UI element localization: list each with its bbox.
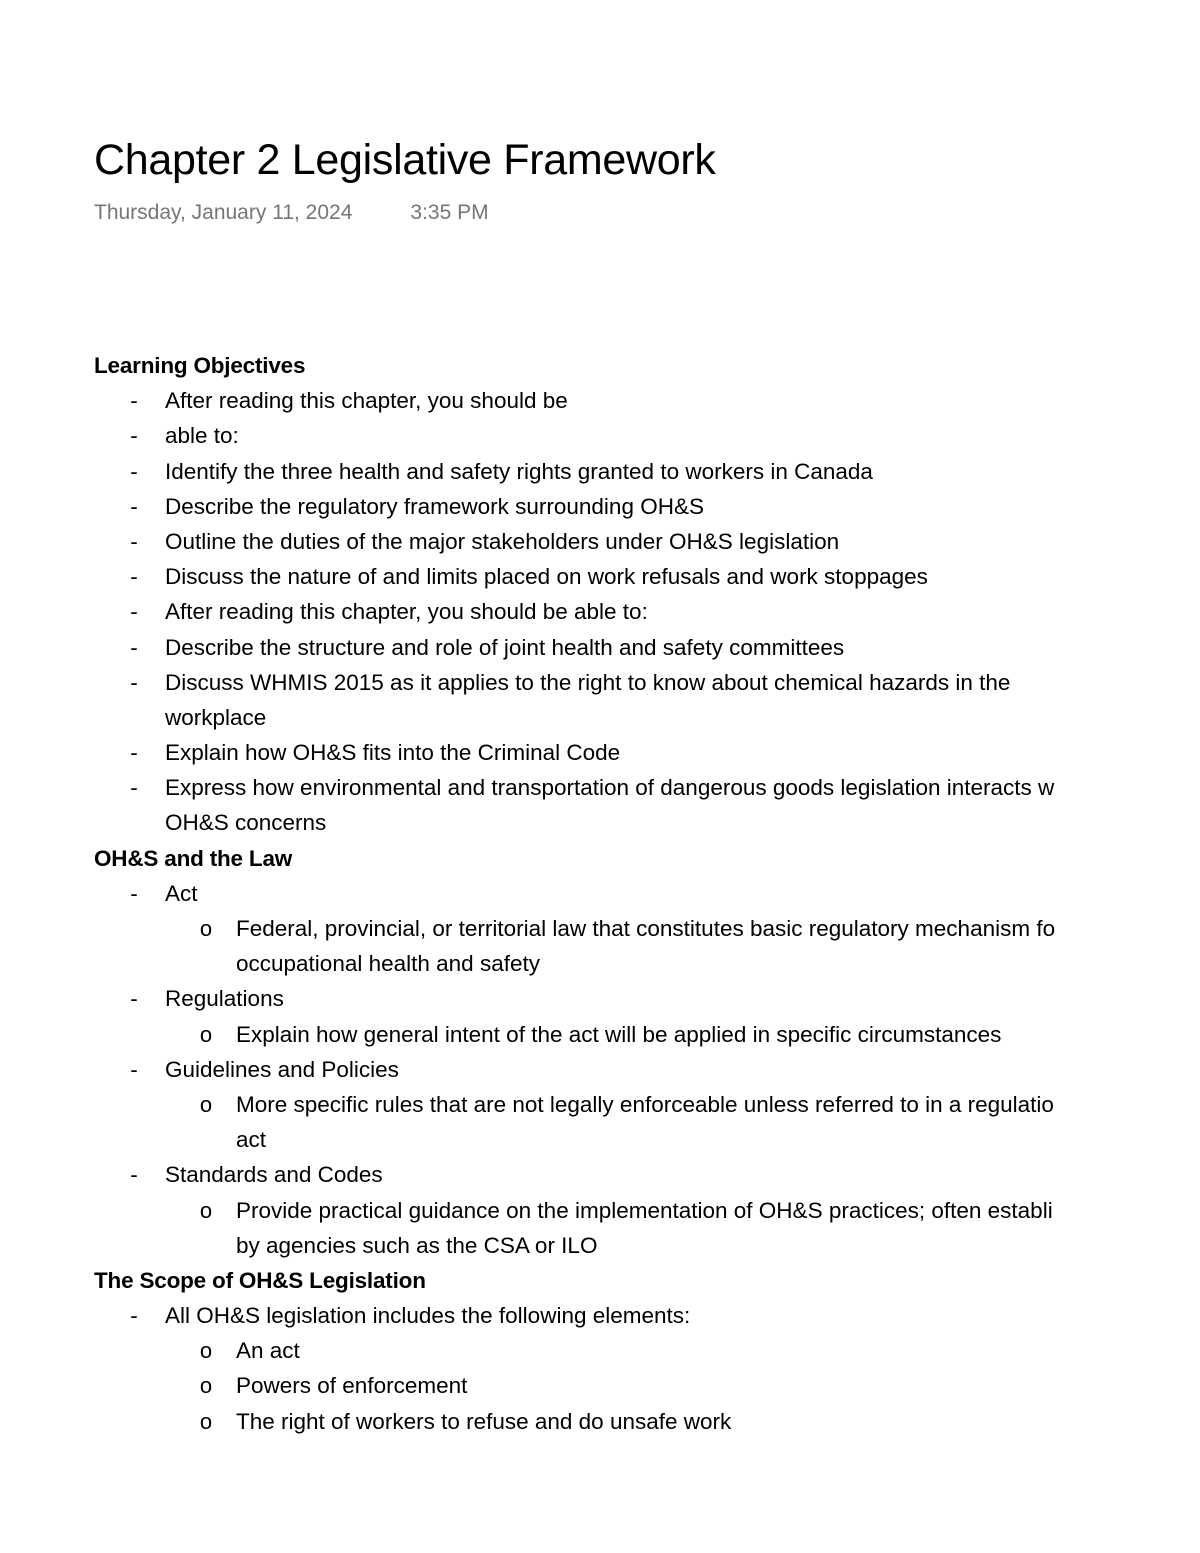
list-item: - Standards and Codes (94, 1157, 1200, 1192)
list-item: - Regulations (94, 981, 1200, 1016)
circle-bullet: o (199, 1021, 213, 1047)
list-item: - After reading this chapter, you should be (94, 383, 1200, 418)
sub-list-item-continuation: act (236, 1127, 267, 1153)
list-item-continuation: OH&S concerns (165, 810, 327, 836)
dash-bullet: - (130, 1056, 138, 1082)
list-item: - able to: (94, 418, 1200, 453)
sub-list-item-continuation: by agencies such as the CSA or ILO (236, 1232, 598, 1258)
list-item: - Outline the duties of the major stakeholders under OH&S legislation (94, 524, 1200, 559)
note-date: Thursday, January 11, 2024 (94, 201, 353, 224)
sub-list-item: o An act (94, 1333, 1200, 1368)
list-item: - Describe the regulatory framework surrounding OH&S (94, 489, 1200, 524)
circle-bullet: o (199, 1338, 213, 1364)
dash-bullet: - (130, 564, 138, 590)
circle-bullet: o (199, 1408, 213, 1434)
section-heading-scope-of-ohs-legislation: The Scope of OH&S Legislation (94, 1267, 426, 1293)
dash-bullet: - (130, 634, 138, 660)
list-item: - Discuss the nature of and limits placed on work refusals and work stoppages (94, 559, 1200, 594)
sub-list-item: o Powers of enforcement (94, 1368, 1200, 1403)
note-timestamp (94, 200, 489, 226)
dash-bullet: - (130, 388, 138, 414)
dash-bullet: - (130, 1162, 138, 1188)
circle-bullet: o (199, 916, 213, 941)
list-item-continuation: workplace (165, 704, 267, 730)
list-item: - After reading this chapter, you should be able to: (94, 594, 1200, 629)
dash-bullet: - (130, 986, 138, 1012)
sub-list-item: o Federal, provincial, or territorial law that constitutes basic regulatory mechanism fo (94, 911, 1200, 946)
dash-bullet: - (130, 528, 138, 554)
sub-list-item: o Explain how general intent of the act will be applied in specific circumstances (94, 1017, 1200, 1052)
dash-bullet: - (130, 599, 138, 625)
sub-list-item: o Provide practical guidance on the implementation of OH&S practices; often establi (94, 1193, 1200, 1228)
list-item: - Explain how OH&S fits into the Criminal Code (94, 735, 1200, 770)
note-time: 3:35 PM (410, 201, 489, 224)
dash-bullet: - (130, 669, 138, 695)
list-item: - Discuss WHMIS 2015 as it applies to the right to know about chemical hazards in the (94, 665, 1200, 700)
circle-bullet: o (199, 1197, 213, 1223)
dash-bullet: - (130, 1303, 138, 1329)
list-item: - Identify the three health and safety rights granted to workers in Canada (94, 454, 1200, 489)
circle-bullet: o (199, 1373, 213, 1399)
list-item: - Express how environmental and transportation of dangerous goods legislation interacts w (94, 770, 1200, 805)
circle-bullet: o (199, 1091, 213, 1117)
note-content (94, 348, 1200, 1439)
section-heading-ohs-and-the-law: OH&S and the Law (94, 845, 293, 871)
dash-bullet: - (130, 880, 138, 906)
list-item: - Act (94, 876, 1200, 911)
page-title: Chapter 2 Legislative Framework (94, 136, 716, 184)
sub-list-item-continuation: occupational health and safety (236, 951, 540, 977)
dash-bullet: - (130, 740, 138, 766)
dash-bullet: - (130, 493, 138, 519)
sub-list-item: o The right of workers to refuse and do unsafe work (94, 1404, 1200, 1439)
list-item: - Describe the structure and role of joint health and safety committees (94, 630, 1200, 665)
dash-bullet: - (130, 423, 138, 449)
list-item: - All OH&S legislation includes the following elements: (94, 1298, 1200, 1333)
dash-bullet: - (130, 775, 138, 801)
sub-list-item: o More specific rules that are not legally enforceable unless referred to in a regulatio (94, 1087, 1200, 1122)
section-heading-learning-objectives: Learning Objectives (94, 353, 306, 378)
dash-bullet: - (130, 458, 138, 484)
list-item: - Guidelines and Policies (94, 1052, 1200, 1087)
